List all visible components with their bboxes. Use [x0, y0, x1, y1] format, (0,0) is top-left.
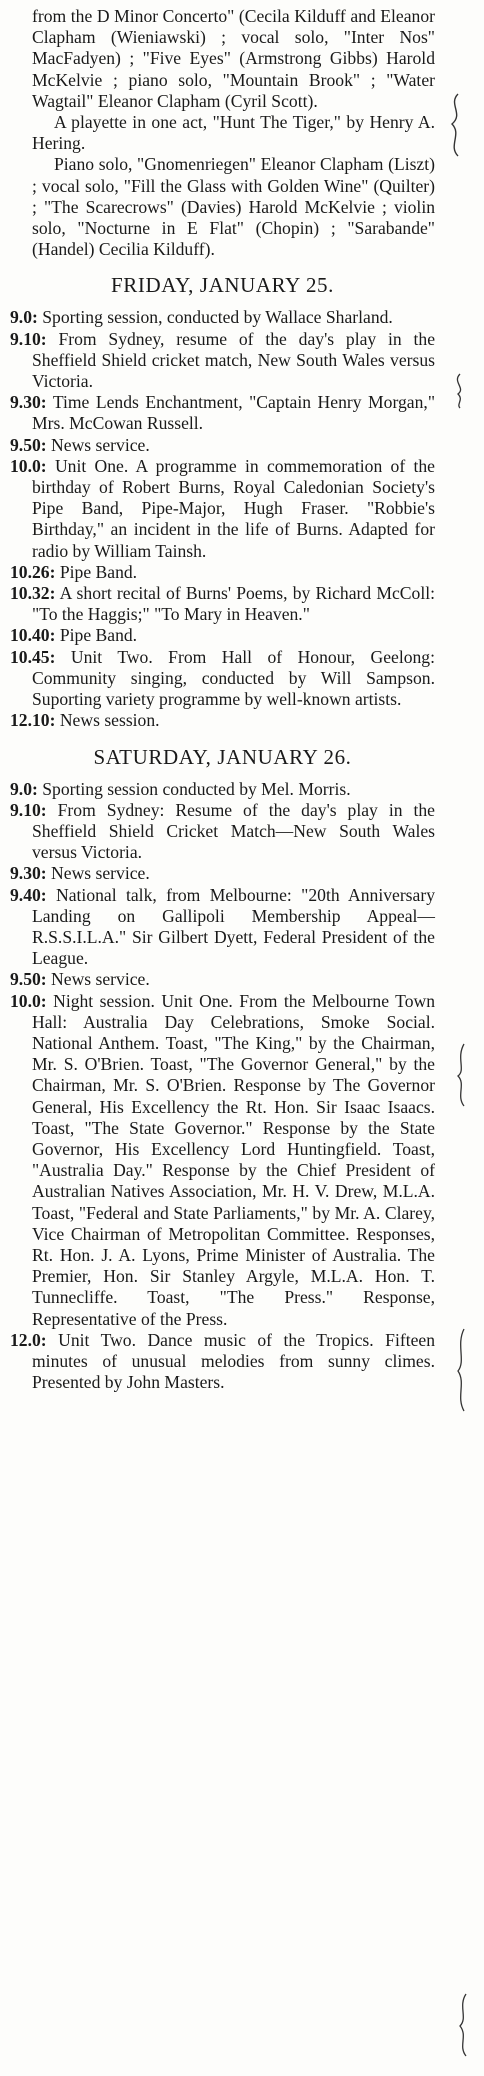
friday-item-text: Pipe Band.: [55, 561, 138, 582]
friday-item-text: Unit One. A programme in commemoration of the birthday of Robert Burns, Royal Caledonian Society's Pipe Band, Pipe-Major, Hugh Fraser. "Robbie's Birthday," an incident in the life of Burns. Adapted for radio by William Tainsh.: [32, 455, 435, 561]
friday-item-time: 10.45:: [10, 646, 56, 667]
saturday-item-text: Sporting session conducted by Mel. Morris.: [37, 778, 351, 799]
friday-item: [10, 456, 435, 562]
saturday-item-text: Night session. Unit One. From the Melbourne Town Hall: Australia Day Celebrations, Smoke Social. National Anthem. Toast, "The King," by the Chairman, Mr. S. O'Brien. Toast, "The Governor General," by the Chairman, Mr. S. O'Brien. Response by The Governor General, His Excellency the Rt. Hon. Sir Isaac Isaacs. Toast, "The State Governor." Response by the State Governor, His Excellency Lord Huntingfield. Toast, "Australia Day." Response by the Chief President of Australian Natives Association, Mr. H. V. Drew, M.L.A. Toast, "Federal and State Parliaments," by Mr. A. Clarey, Vice Chairman of Metropolitan Committee. Responses, Rt. Hon. J. A. Lyons, Prime Minister of Australia. The Premier, Hon. Sir Stanley Argyle, M.L.A. Hon. T. Tunnecliffe. Toast, "The Press." Response, Representative of the Press.: [32, 990, 435, 1329]
friday-item-time: 10.32:: [10, 583, 56, 604]
margin-bracket-mark-3: [450, 1040, 472, 1110]
friday-item-text: Unit Two. From Hall of Honour, Geelong: Community singing, conducted by Will Sampson. Suporting variety programme by well-known artists.: [32, 646, 435, 710]
friday-item-text: News session.: [55, 710, 160, 731]
margin-bracket-mark-5: [452, 1990, 474, 2060]
saturday-item: [10, 779, 435, 800]
saturday-item: [10, 991, 435, 1330]
saturday-item-text: News service.: [46, 969, 150, 990]
friday-item-text: From Sydney, resume of the day's play in the Sheffield Shield cricket match, New South Wales versus Victoria.: [32, 328, 435, 392]
saturday-item-text: News service.: [46, 863, 150, 884]
saturday-item-time: 9.10:: [10, 799, 47, 820]
friday-item-text: Sporting session, conducted by Wallace Sharland.: [37, 307, 393, 328]
saturday-item-text: Unit Two. Dance music of the Tropics. Fifteen minutes of unusual melodies from sunny climes. Presented by John Masters.: [32, 1329, 435, 1393]
friday-item-time: 9.0:: [10, 307, 38, 328]
friday-heading: FRIDAY, JANUARY 25.: [110, 273, 334, 298]
friday-item: [10, 329, 435, 393]
friday-item-text: A short recital of Burns' Poems, by Richard McColl: "To the Haggis;" "To Mary in Heaven.": [32, 583, 435, 625]
saturday-item-text: From Sydney: Resume of the day's play in the Sheffield Shield Cricket Match—New South Wales versus Victoria.: [32, 799, 435, 863]
saturday-item: [10, 863, 435, 884]
saturday-item-time: 9.50:: [10, 969, 47, 990]
friday-item-time: 9.50:: [10, 434, 47, 455]
friday-item-time: 10.40:: [10, 625, 56, 646]
friday-item: [10, 562, 435, 583]
saturday-item-time: 9.30:: [10, 863, 47, 884]
friday-item-time: 12.10:: [10, 710, 56, 731]
friday-item: [10, 583, 435, 625]
saturday-item-time: 9.0:: [10, 778, 38, 799]
friday-item-time: 9.30:: [10, 392, 47, 413]
saturday-item-time: 12.0:: [10, 1329, 47, 1350]
intro-paragraph-1: from the D Minor Concerto" (Cecila Kilduff and Eleanor Clapham (Wieniawski) ; vocal solo, "Inter Nos" MacFadyen) ; "Five Eyes" (Armstrong Gibbs) Harold McKelvie ; piano solo, "Mountain Brook" ; "Water Wagtail" Eleanor Clapham (Cyril Scott).: [32, 6, 435, 111]
friday-item: [10, 710, 435, 731]
friday-item-text: News service.: [46, 434, 150, 455]
saturday-item: [10, 1330, 435, 1394]
friday-item: [10, 625, 435, 646]
friday-item-time: 10.0:: [10, 455, 47, 476]
radio-programme-column: [10, 6, 435, 1393]
friday-item-text: Pipe Band.: [55, 625, 138, 646]
saturday-item: [10, 969, 435, 990]
saturday-item: [10, 800, 435, 864]
friday-item-time: 9.10:: [10, 328, 47, 349]
saturday-schedule: [10, 779, 435, 1394]
saturday-item-time: 9.40:: [10, 884, 47, 905]
margin-bracket-mark-2: [448, 370, 472, 410]
friday-item: [10, 647, 435, 711]
friday-item: [10, 307, 435, 328]
saturday-item-time: 10.0:: [10, 990, 47, 1011]
friday-item: [10, 435, 435, 456]
intro-paragraph-2: A playette in one act, "Hunt The Tiger," by Henry A. Hering.: [32, 112, 435, 154]
friday-item-text: Time Lends Enchantment, "Captain Henry Morgan," Mrs. McCowan Russell.: [32, 392, 435, 434]
margin-bracket-mark-4: [450, 1325, 472, 1415]
friday-item-time: 10.26:: [10, 561, 56, 582]
friday-schedule: [10, 307, 435, 731]
saturday-item-text: National talk, from Melbourne: "20th Anniversary Landing on Gallipoli Membership Appeal—R.S.S.I.L.A." Sir Gilbert Dyett, Federal President of the League.: [32, 884, 435, 969]
margin-bracket-mark-1: [440, 90, 470, 160]
intro-paragraph-3: Piano solo, "Gnomenriegen" Eleanor Clapham (Liszt) ; vocal solo, "Fill the Glass with Golden Wine" (Quilter) ; "The Scarecrows" (Davies) Harold McKelvie ; violin solo, "Nocturne in E Flat" (Chopin) ; "Sarabande" (Handel) Cecilia Kilduff).: [32, 154, 435, 260]
saturday-heading: SATURDAY, JANUARY 26.: [93, 744, 352, 769]
saturday-item: [10, 885, 435, 970]
friday-item: [10, 392, 435, 434]
